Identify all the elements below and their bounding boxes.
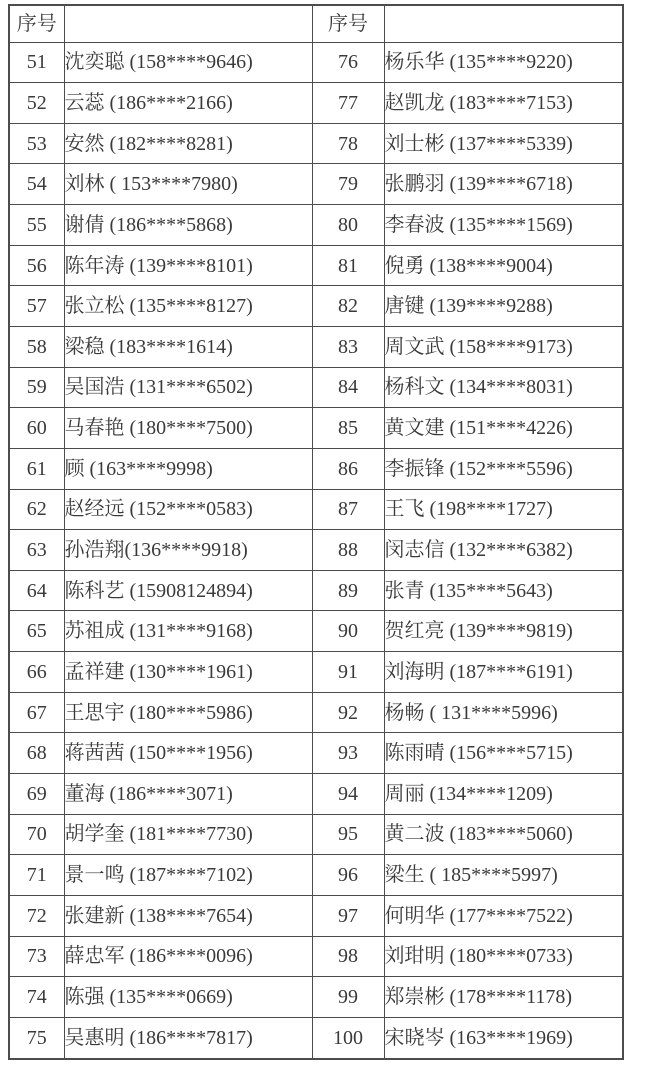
name-phone-cell: 陈雨晴 (156****5715) bbox=[384, 733, 623, 774]
name-phone-cell: 杨畅 ( 131****5996) bbox=[384, 692, 623, 733]
serial-cell: 95 bbox=[312, 814, 384, 855]
serial-cell: 63 bbox=[9, 530, 64, 571]
serial-cell: 51 bbox=[9, 42, 64, 83]
roster-table bbox=[8, 4, 624, 1060]
name-phone-cell: 刘玵明 (180****0733) bbox=[384, 936, 623, 977]
serial-cell: 86 bbox=[312, 448, 384, 489]
serial-cell: 56 bbox=[9, 245, 64, 286]
name-phone-cell: 吴惠明 (186****7817) bbox=[64, 1017, 312, 1059]
table-row bbox=[9, 489, 623, 530]
serial-cell: 74 bbox=[9, 977, 64, 1018]
table-row bbox=[9, 164, 623, 205]
name-phone-cell: 倪勇 (138****9004) bbox=[384, 245, 623, 286]
name-phone-cell: 陈年涛 (139****8101) bbox=[64, 245, 312, 286]
name-phone-cell: 刘士彬 (137****5339) bbox=[384, 123, 623, 164]
table-row bbox=[9, 123, 623, 164]
table-row bbox=[9, 855, 623, 896]
serial-cell: 59 bbox=[9, 367, 64, 408]
name-phone-cell: 李春波 (135****1569) bbox=[384, 205, 623, 246]
serial-cell: 89 bbox=[312, 570, 384, 611]
name-phone-cell: 安然 (182****8281) bbox=[64, 123, 312, 164]
serial-cell: 71 bbox=[9, 855, 64, 896]
name-phone-cell: 张鹏羽 (139****6718) bbox=[384, 164, 623, 205]
serial-cell: 52 bbox=[9, 83, 64, 124]
table-row bbox=[9, 245, 623, 286]
name-phone-cell: 刘林 ( 153****7980) bbox=[64, 164, 312, 205]
name-phone-cell: 周文武 (158****9173) bbox=[384, 326, 623, 367]
serial-cell: 100 bbox=[312, 1017, 384, 1059]
serial-cell: 65 bbox=[9, 611, 64, 652]
name-phone-cell: 李振锋 (152****5596) bbox=[384, 448, 623, 489]
name-phone-cell: 孟祥建 (130****1961) bbox=[64, 652, 312, 693]
serial-cell: 98 bbox=[312, 936, 384, 977]
table-row bbox=[9, 652, 623, 693]
name-phone-cell: 沈奕聪 (158****9646) bbox=[64, 42, 312, 83]
serial-cell: 64 bbox=[9, 570, 64, 611]
serial-cell: 57 bbox=[9, 286, 64, 327]
table-row bbox=[9, 326, 623, 367]
serial-cell: 81 bbox=[312, 245, 384, 286]
serial-cell: 97 bbox=[312, 895, 384, 936]
table-row bbox=[9, 936, 623, 977]
name-phone-cell: 何明华 (177****7522) bbox=[384, 895, 623, 936]
serial-cell: 94 bbox=[312, 774, 384, 815]
name-phone-cell: 梁稳 (183****1614) bbox=[64, 326, 312, 367]
serial-cell: 55 bbox=[9, 205, 64, 246]
name-phone-cell: 蒋茜茜 (150****1956) bbox=[64, 733, 312, 774]
name-phone-cell: 黄文建 (151****4226) bbox=[384, 408, 623, 449]
serial-cell: 53 bbox=[9, 123, 64, 164]
table-row bbox=[9, 530, 623, 571]
serial-cell: 54 bbox=[9, 164, 64, 205]
serial-cell: 62 bbox=[9, 489, 64, 530]
table-row bbox=[9, 205, 623, 246]
header-serial-right: 序号 bbox=[312, 5, 384, 42]
table-row bbox=[9, 408, 623, 449]
name-phone-cell: 张建新 (138****7654) bbox=[64, 895, 312, 936]
name-phone-cell: 梁生 ( 185****5997) bbox=[384, 855, 623, 896]
serial-cell: 83 bbox=[312, 326, 384, 367]
name-phone-cell: 王思宇 (180****5986) bbox=[64, 692, 312, 733]
serial-cell: 75 bbox=[9, 1017, 64, 1059]
name-phone-cell: 云蕊 (186****2166) bbox=[64, 83, 312, 124]
name-phone-cell: 陈科艺 (15908124894) bbox=[64, 570, 312, 611]
serial-cell: 69 bbox=[9, 774, 64, 815]
name-phone-cell: 张立松 (135****8127) bbox=[64, 286, 312, 327]
name-phone-cell: 杨乐华 (135****9220) bbox=[384, 42, 623, 83]
table-row bbox=[9, 42, 623, 83]
serial-cell: 67 bbox=[9, 692, 64, 733]
name-phone-cell: 郑崇彬 (178****1178) bbox=[384, 977, 623, 1018]
header-name-left bbox=[64, 5, 312, 42]
name-phone-cell: 苏祖成 (131****9168) bbox=[64, 611, 312, 652]
serial-cell: 87 bbox=[312, 489, 384, 530]
serial-cell: 82 bbox=[312, 286, 384, 327]
table-row bbox=[9, 570, 623, 611]
name-phone-cell: 赵经远 (152****0583) bbox=[64, 489, 312, 530]
header-row bbox=[9, 5, 623, 42]
name-phone-cell: 刘海明 (187****6191) bbox=[384, 652, 623, 693]
serial-cell: 88 bbox=[312, 530, 384, 571]
name-phone-cell: 贺红亮 (139****9819) bbox=[384, 611, 623, 652]
table-row bbox=[9, 733, 623, 774]
name-phone-cell: 谢倩 (186****5868) bbox=[64, 205, 312, 246]
serial-cell: 79 bbox=[312, 164, 384, 205]
serial-cell: 77 bbox=[312, 83, 384, 124]
serial-cell: 78 bbox=[312, 123, 384, 164]
name-phone-cell: 周丽 (134****1209) bbox=[384, 774, 623, 815]
name-phone-cell: 宋晓岑 (163****1969) bbox=[384, 1017, 623, 1059]
serial-cell: 96 bbox=[312, 855, 384, 896]
serial-cell: 70 bbox=[9, 814, 64, 855]
table-row bbox=[9, 692, 623, 733]
table-row bbox=[9, 367, 623, 408]
serial-cell: 76 bbox=[312, 42, 384, 83]
serial-cell: 66 bbox=[9, 652, 64, 693]
serial-cell: 61 bbox=[9, 448, 64, 489]
serial-cell: 58 bbox=[9, 326, 64, 367]
name-phone-cell: 王飞 (198****1727) bbox=[384, 489, 623, 530]
serial-cell: 93 bbox=[312, 733, 384, 774]
table-row bbox=[9, 895, 623, 936]
name-phone-cell: 闵志信 (132****6382) bbox=[384, 530, 623, 571]
name-phone-cell: 薛忠军 (186****0096) bbox=[64, 936, 312, 977]
table-row bbox=[9, 83, 623, 124]
name-phone-cell: 胡学奎 (181****7730) bbox=[64, 814, 312, 855]
header-name-right bbox=[384, 5, 623, 42]
serial-cell: 90 bbox=[312, 611, 384, 652]
roster-table-body bbox=[9, 42, 623, 1059]
name-phone-cell: 黄二波 (183****5060) bbox=[384, 814, 623, 855]
serial-cell: 72 bbox=[9, 895, 64, 936]
name-phone-cell: 孙浩翔(136****9918) bbox=[64, 530, 312, 571]
name-phone-cell: 顾 (163****9998) bbox=[64, 448, 312, 489]
serial-cell: 91 bbox=[312, 652, 384, 693]
name-phone-cell: 赵凯龙 (183****7153) bbox=[384, 83, 623, 124]
name-phone-cell: 张青 (135****5643) bbox=[384, 570, 623, 611]
name-phone-cell: 景一鸣 (187****7102) bbox=[64, 855, 312, 896]
serial-cell: 73 bbox=[9, 936, 64, 977]
serial-cell: 92 bbox=[312, 692, 384, 733]
name-phone-cell: 马春艳 (180****7500) bbox=[64, 408, 312, 449]
serial-cell: 60 bbox=[9, 408, 64, 449]
name-phone-cell: 陈强 (135****0669) bbox=[64, 977, 312, 1018]
name-phone-cell: 杨科文 (134****8031) bbox=[384, 367, 623, 408]
serial-cell: 68 bbox=[9, 733, 64, 774]
name-phone-cell: 唐键 (139****9288) bbox=[384, 286, 623, 327]
serial-cell: 85 bbox=[312, 408, 384, 449]
name-phone-cell: 董海 (186****3071) bbox=[64, 774, 312, 815]
table-row bbox=[9, 977, 623, 1018]
table-row bbox=[9, 774, 623, 815]
table-row bbox=[9, 611, 623, 652]
serial-cell: 99 bbox=[312, 977, 384, 1018]
table-row bbox=[9, 286, 623, 327]
serial-cell: 80 bbox=[312, 205, 384, 246]
name-phone-cell: 吴国浩 (131****6502) bbox=[64, 367, 312, 408]
serial-cell: 84 bbox=[312, 367, 384, 408]
table-row bbox=[9, 814, 623, 855]
table-row bbox=[9, 1017, 623, 1059]
header-serial-left: 序号 bbox=[9, 5, 64, 42]
table-row bbox=[9, 448, 623, 489]
